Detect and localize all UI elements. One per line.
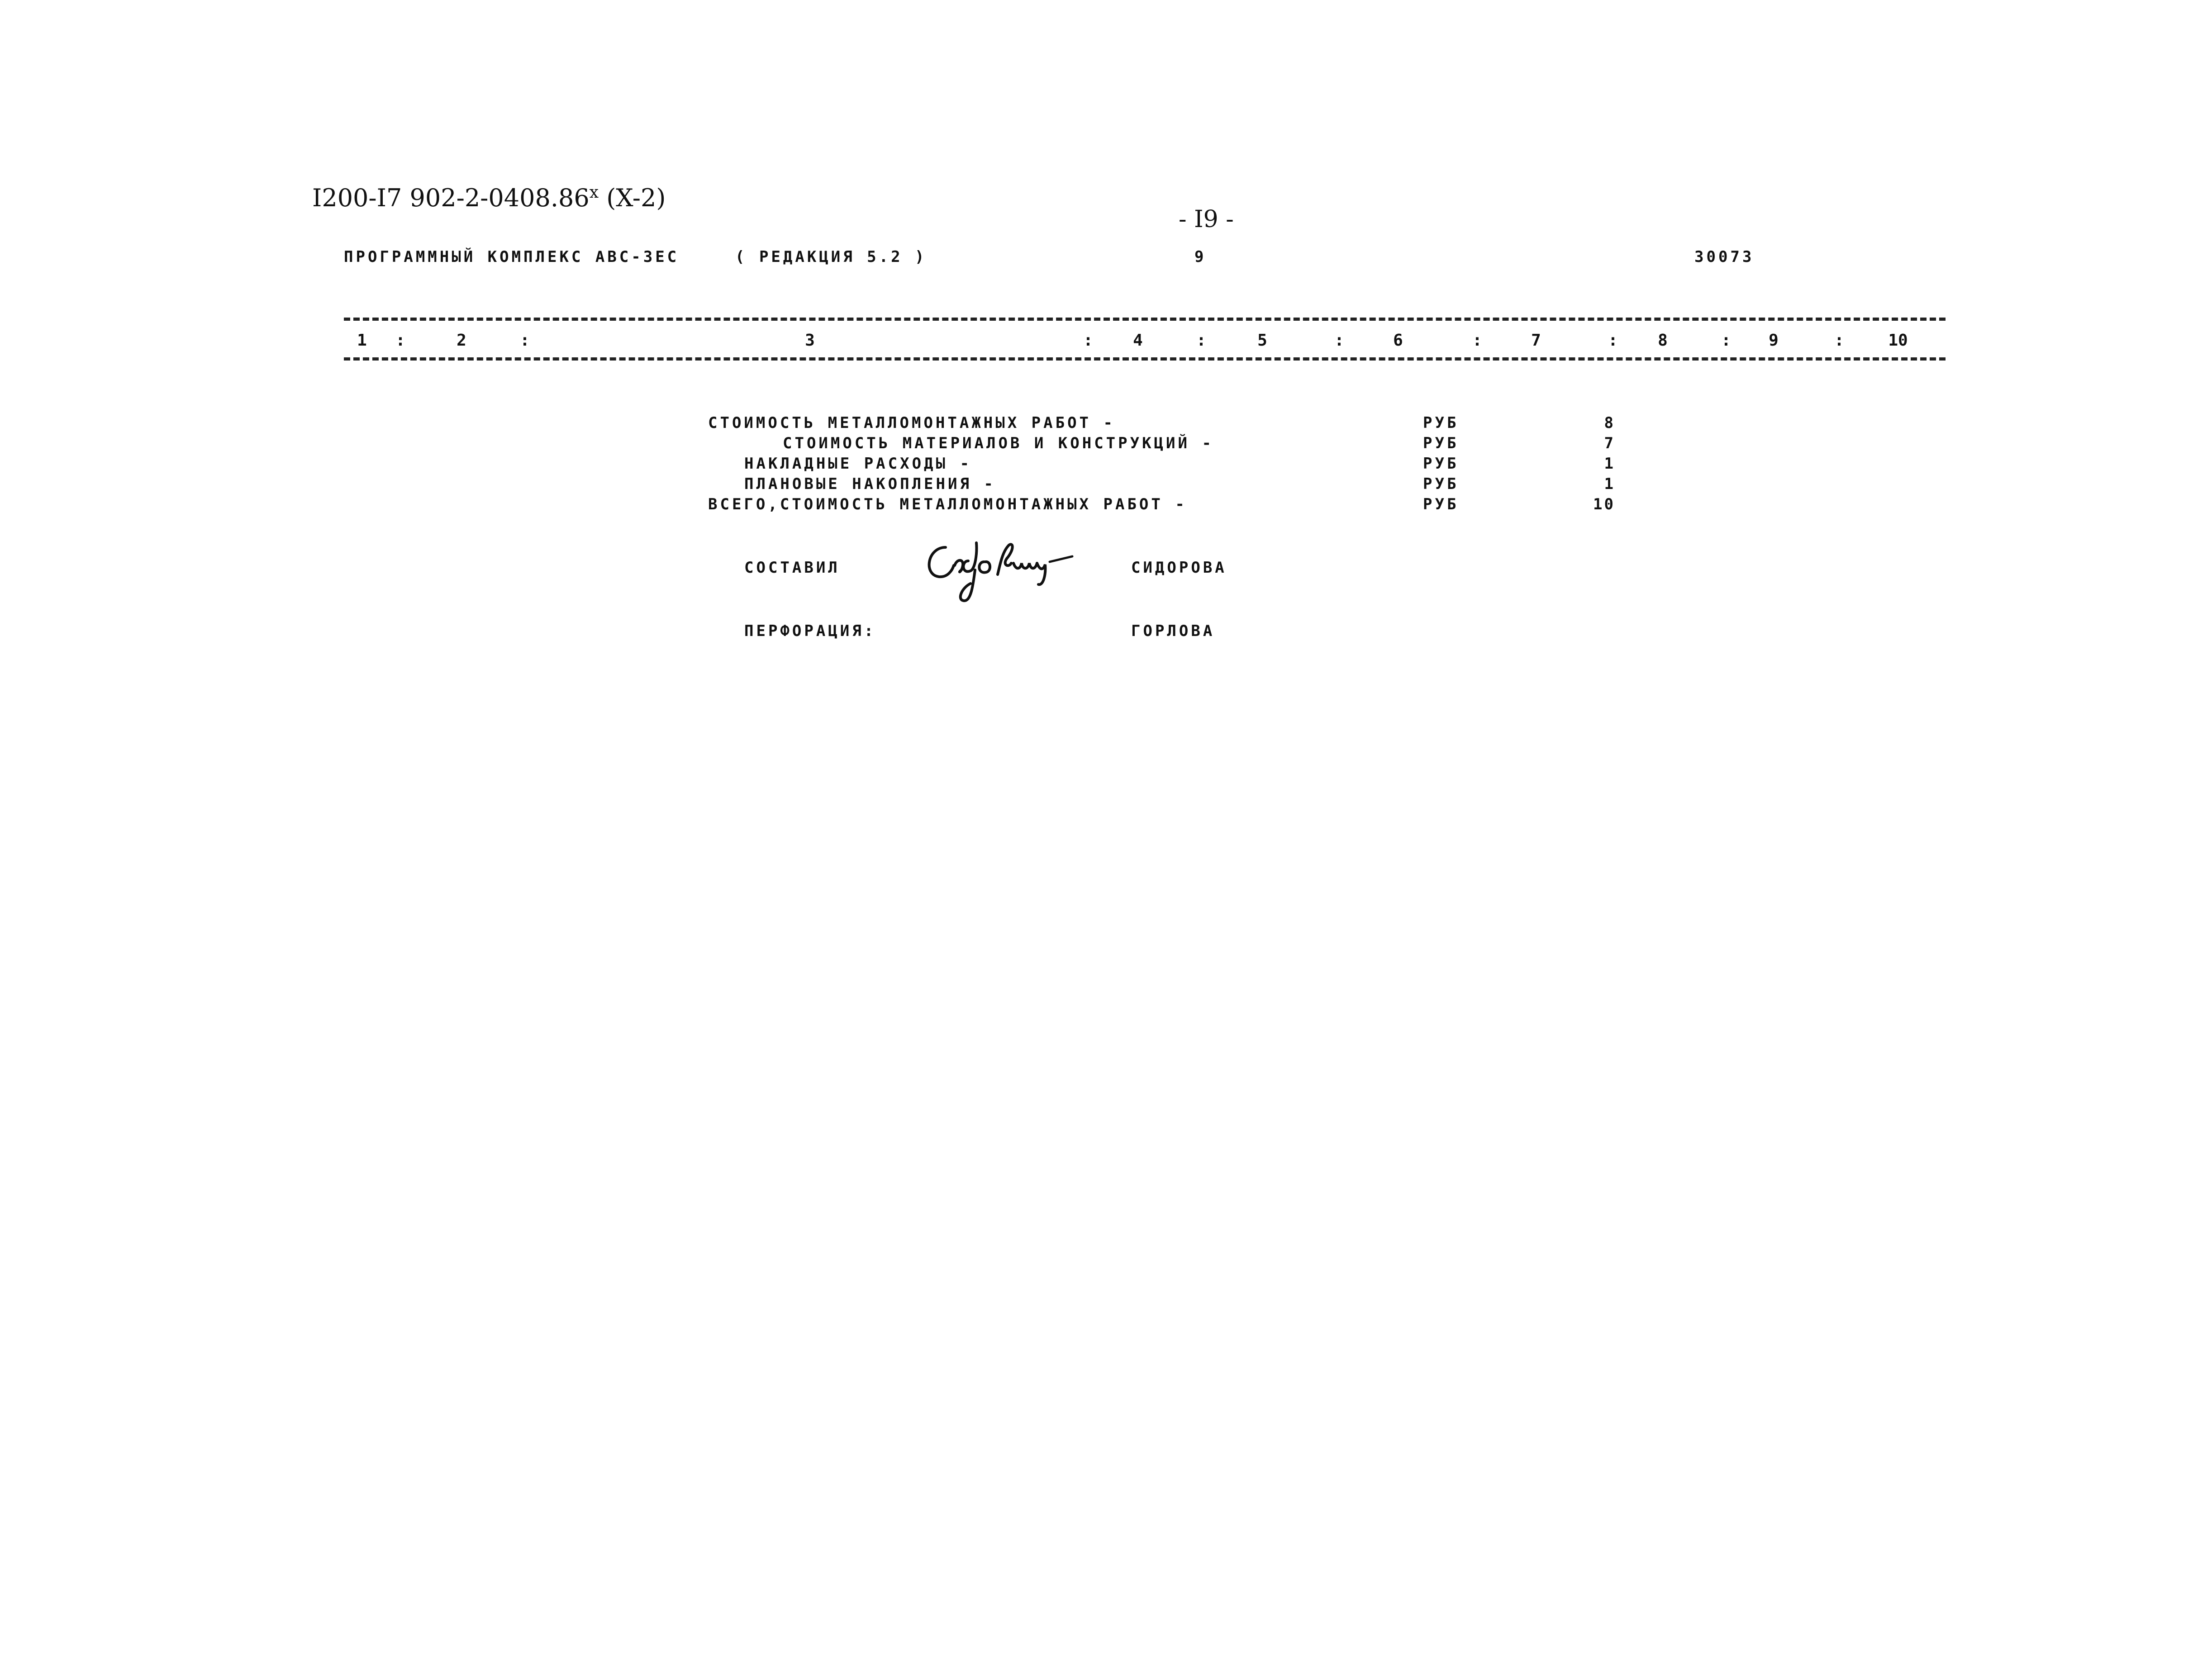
column-number-5: 5	[1257, 331, 1267, 350]
code-number: 30073	[1694, 248, 1755, 266]
summary-value-total: 10	[1593, 495, 1615, 513]
summary-unit: РУБ	[1423, 455, 1459, 473]
column-number-8: 8	[1658, 331, 1668, 350]
summary-unit: РУБ	[1423, 434, 1459, 452]
column-number-10: 10	[1888, 331, 1908, 350]
column-separator: :	[1472, 331, 1482, 350]
signature-drawing	[918, 534, 1081, 606]
edition-label: ( РЕДАКЦИЯ 5.2 )	[735, 248, 927, 266]
column-separator: :	[395, 331, 405, 350]
column-separator: :	[1834, 331, 1844, 350]
summary-label-materials-cost: СТОИМОСТЬ МАТЕРИАЛОВ И КОНСТРУКЦИЙ -	[783, 434, 1214, 452]
page-number: - I9 -	[1179, 206, 1234, 233]
document-code-main: I200-I7 902-2-0408.86	[312, 184, 590, 212]
sheet-number: 9	[1194, 248, 1207, 266]
summary-value-planned-savings: 1	[1604, 475, 1615, 493]
column-separator: :	[1334, 331, 1344, 350]
summary-value-overhead: 1	[1604, 455, 1615, 473]
column-separator: :	[1608, 331, 1618, 350]
column-separator: :	[520, 331, 530, 350]
table-bottom-rule	[344, 357, 1946, 361]
summary-label-planned-savings: ПЛАНОВЫЕ НАКОПЛЕНИЯ -	[744, 475, 996, 493]
perforation-name: ГОРЛОВА	[1131, 622, 1215, 640]
summary-label-overhead: НАКЛАДНЫЕ РАСХОДЫ -	[744, 455, 972, 473]
summary-unit: РУБ	[1423, 414, 1459, 432]
column-number-1: 1	[357, 331, 367, 350]
column-number-3: 3	[805, 331, 815, 350]
column-separator: :	[1721, 331, 1731, 350]
document-code-superscript: x	[589, 183, 599, 202]
summary-value-installation-cost: 8	[1604, 414, 1615, 432]
summary-unit: РУБ	[1423, 495, 1459, 513]
column-separator: :	[1083, 331, 1093, 350]
column-number-7: 7	[1531, 331, 1541, 350]
summary-unit: РУБ	[1423, 475, 1459, 493]
handwritten-signature	[918, 534, 1081, 608]
summary-label-installation-cost: СТОИМОСТЬ МЕТАЛЛОМОНТАЖНЫХ РАБОТ -	[708, 414, 1115, 432]
column-number-9: 9	[1769, 331, 1779, 350]
column-number-6: 6	[1393, 331, 1403, 350]
column-number-4: 4	[1133, 331, 1143, 350]
compiled-by-name: СИДОРОВА	[1131, 559, 1227, 577]
summary-value-materials-cost: 7	[1604, 434, 1615, 452]
column-number-2: 2	[457, 331, 466, 350]
program-title: ПРОГРАММНЫЙ КОМПЛЕКС АВС-ЗЕС	[344, 248, 680, 266]
column-separator: :	[1196, 331, 1206, 350]
document-code	[312, 183, 666, 212]
compiled-by-label: СОСТАВИЛ	[744, 559, 840, 577]
perforation-label: ПЕРФОРАЦИЯ:	[744, 622, 876, 640]
summary-label-total: ВСЕГО,СТОИМОСТЬ МЕТАЛЛОМОНТАЖНЫХ РАБОТ -	[708, 495, 1187, 513]
document-code-suffix: (X-2)	[599, 184, 666, 212]
table-top-rule	[344, 318, 1946, 321]
